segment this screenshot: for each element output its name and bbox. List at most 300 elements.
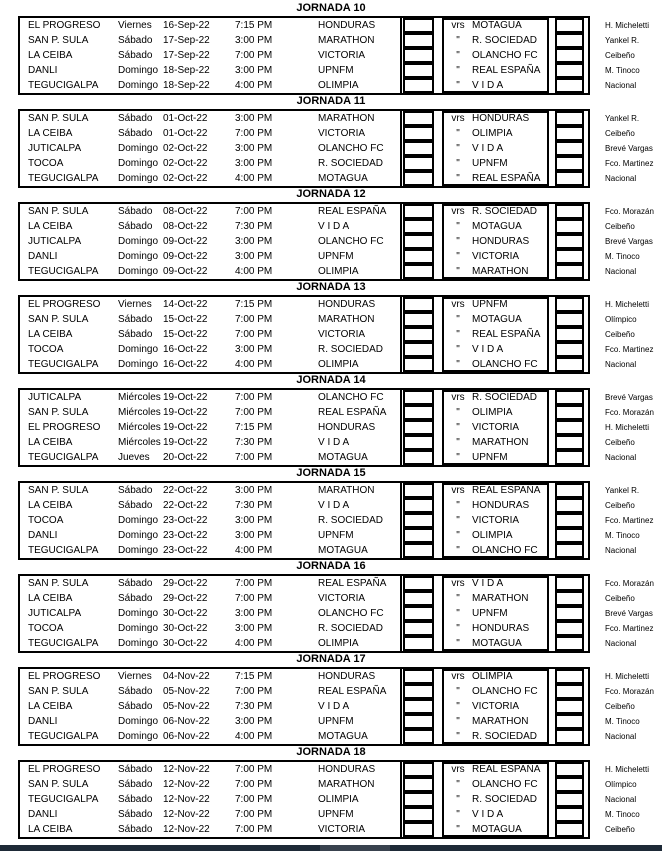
vrs-label: " bbox=[456, 530, 460, 541]
home-team-cell: OLANCHO FC bbox=[318, 392, 384, 403]
away-score-box bbox=[555, 234, 584, 249]
away-score-box bbox=[555, 141, 584, 156]
away-team-cell: OLANCHO FC bbox=[472, 545, 538, 556]
away-team-cell: OLIMPIA bbox=[472, 128, 513, 139]
day-cell: Domingo bbox=[118, 251, 159, 262]
home-score-box bbox=[403, 171, 434, 186]
venue-label: Nacional bbox=[605, 360, 637, 369]
venue-label: Yankel R. bbox=[605, 114, 640, 123]
day-cell: Sábado bbox=[118, 206, 153, 217]
city-cell: TEGUCIGALPA bbox=[28, 359, 99, 370]
away-team-cell: REAL ESPAÑA bbox=[472, 329, 541, 340]
day-cell: Sábado bbox=[118, 578, 153, 589]
away-score-box bbox=[555, 792, 584, 807]
city-cell: LA CEIBA bbox=[28, 221, 73, 232]
home-team-cell: VICTORIA bbox=[318, 50, 366, 61]
jornada-table bbox=[18, 760, 650, 839]
home-team-cell: HONDURAS bbox=[318, 422, 376, 433]
city-cell: TEGUCIGALPA bbox=[28, 173, 99, 184]
date-cell: 02-Oct-22 bbox=[163, 173, 208, 184]
vrs-label: " bbox=[456, 809, 460, 820]
venue-label: Nacional bbox=[605, 81, 637, 90]
venue-label: Brevé Vargas bbox=[605, 144, 653, 153]
away-score-box bbox=[555, 483, 584, 498]
time-cell: 7:00 PM bbox=[235, 392, 273, 403]
day-cell: Sábado bbox=[118, 35, 153, 46]
match-row bbox=[20, 126, 635, 141]
match-row bbox=[20, 822, 635, 837]
jornada-table bbox=[18, 295, 654, 374]
away-score-box bbox=[555, 777, 584, 792]
time-cell: 7:00 PM bbox=[235, 128, 273, 139]
away-score-box bbox=[555, 126, 584, 141]
day-cell: Domingo bbox=[118, 158, 159, 169]
time-cell: 7:00 PM bbox=[235, 50, 273, 61]
away-score-box bbox=[555, 48, 584, 63]
time-cell: 3:00 PM bbox=[235, 35, 273, 46]
date-cell: 01-Oct-22 bbox=[163, 113, 208, 124]
city-cell: LA CEIBA bbox=[28, 500, 73, 511]
away-score-box bbox=[555, 342, 584, 357]
home-score-box bbox=[403, 33, 434, 48]
date-cell: 17-Sep-22 bbox=[163, 35, 210, 46]
home-score-box bbox=[403, 357, 434, 372]
city-cell: SAN P. SULA bbox=[28, 206, 89, 217]
date-cell: 16-Oct-22 bbox=[163, 359, 208, 370]
day-cell: Sábado bbox=[118, 686, 153, 697]
time-cell: 7:30 PM bbox=[235, 701, 273, 712]
away-score-box bbox=[555, 171, 584, 186]
match-row bbox=[20, 807, 640, 822]
date-cell: 06-Nov-22 bbox=[163, 716, 210, 727]
home-score-box bbox=[403, 390, 434, 405]
home-team-cell: VICTORIA bbox=[318, 824, 366, 835]
home-score-box bbox=[403, 699, 434, 714]
vrs-label: " bbox=[456, 779, 460, 790]
venue-label: Fco. Martinez bbox=[605, 159, 654, 168]
home-score-box bbox=[403, 126, 434, 141]
time-cell: 4:00 PM bbox=[235, 638, 273, 649]
home-team-cell: OLIMPIA bbox=[318, 80, 359, 91]
home-score-box bbox=[403, 219, 434, 234]
date-cell: 06-Nov-22 bbox=[163, 731, 210, 742]
venue-label: Fco. Morazán bbox=[605, 207, 654, 216]
venue-label: Nacional bbox=[605, 639, 637, 648]
match-row bbox=[20, 420, 650, 435]
day-cell: Domingo bbox=[118, 638, 159, 649]
city-cell: LA CEIBA bbox=[28, 437, 73, 448]
away-team-cell: MARATHON bbox=[472, 437, 529, 448]
home-team-cell: MARATHON bbox=[318, 35, 375, 46]
home-score-box bbox=[403, 621, 434, 636]
home-team-cell: HONDURAS bbox=[318, 671, 376, 682]
match-row bbox=[20, 264, 637, 279]
city-cell: DANLI bbox=[28, 65, 58, 76]
date-cell: 15-Oct-22 bbox=[163, 314, 208, 325]
day-cell: Sábado bbox=[118, 221, 153, 232]
home-score-box bbox=[403, 111, 434, 126]
home-score-box bbox=[403, 264, 434, 279]
day-cell: Sábado bbox=[118, 50, 153, 61]
match-row bbox=[20, 249, 640, 264]
home-score-box bbox=[403, 327, 434, 342]
city-cell: SAN P. SULA bbox=[28, 485, 89, 496]
home-team-cell: V I D A bbox=[318, 437, 350, 448]
jornada-section bbox=[0, 746, 662, 839]
away-team-cell: OLANCHO FC bbox=[472, 779, 538, 790]
venue-label: Nacional bbox=[605, 267, 637, 276]
jornada-section bbox=[0, 374, 662, 467]
away-score-box bbox=[555, 729, 584, 744]
date-cell: 19-Oct-22 bbox=[163, 392, 208, 403]
city-cell: EL PROGRESO bbox=[28, 20, 101, 31]
city-cell: EL PROGRESO bbox=[28, 671, 101, 682]
home-team-cell: OLIMPIA bbox=[318, 638, 359, 649]
away-team-cell: OLANCHO FC bbox=[472, 50, 538, 61]
vrs-label: " bbox=[456, 251, 460, 262]
day-cell: Domingo bbox=[118, 344, 159, 355]
home-score-box bbox=[403, 498, 434, 513]
match-row bbox=[20, 357, 637, 372]
city-cell: SAN P. SULA bbox=[28, 113, 89, 124]
jornada-title: JORNADA 16 bbox=[296, 560, 366, 572]
jornada-title: JORNADA 14 bbox=[296, 374, 366, 386]
home-team-cell: R. SOCIEDAD bbox=[318, 515, 384, 526]
away-score-box bbox=[555, 606, 584, 621]
home-score-box bbox=[403, 78, 434, 93]
home-team-cell: VICTORIA bbox=[318, 329, 366, 340]
date-cell: 12-Nov-22 bbox=[163, 779, 210, 790]
home-team-cell: R. SOCIEDAD bbox=[318, 344, 384, 355]
time-cell: 7:30 PM bbox=[235, 500, 273, 511]
city-cell: LA CEIBA bbox=[28, 50, 73, 61]
home-score-box bbox=[403, 822, 434, 837]
city-cell: TEGUCIGALPA bbox=[28, 452, 99, 463]
date-cell: 15-Oct-22 bbox=[163, 329, 208, 340]
jornada-table bbox=[18, 109, 654, 188]
home-score-box bbox=[403, 63, 434, 78]
time-cell: 7:00 PM bbox=[235, 779, 273, 790]
home-score-box bbox=[403, 684, 434, 699]
time-cell: 4:00 PM bbox=[235, 80, 273, 91]
match-row bbox=[20, 111, 640, 126]
day-cell: Domingo bbox=[118, 143, 159, 154]
away-score-box bbox=[555, 219, 584, 234]
day-cell: Jueves bbox=[118, 452, 150, 463]
day-cell: Domingo bbox=[118, 530, 159, 541]
home-score-box bbox=[403, 777, 434, 792]
city-cell: SAN P. SULA bbox=[28, 35, 89, 46]
away-score-box bbox=[555, 714, 584, 729]
away-score-box bbox=[555, 33, 584, 48]
date-cell: 04-Nov-22 bbox=[163, 671, 210, 682]
time-cell: 7:30 PM bbox=[235, 437, 273, 448]
away-score-box bbox=[555, 513, 584, 528]
away-team-cell: MOTAGUA bbox=[472, 20, 522, 31]
home-team-cell: MARATHON bbox=[318, 314, 375, 325]
time-cell: 7:00 PM bbox=[235, 314, 273, 325]
match-row bbox=[20, 78, 637, 93]
city-cell: TEGUCIGALPA bbox=[28, 731, 99, 742]
day-cell: Sábado bbox=[118, 314, 153, 325]
day-cell: Domingo bbox=[118, 608, 159, 619]
venue-label: H. Micheletti bbox=[605, 423, 650, 432]
home-score-box bbox=[403, 420, 434, 435]
away-team-cell: V I D A bbox=[472, 809, 504, 820]
home-team-cell: OLANCHO FC bbox=[318, 143, 384, 154]
venue-label: Fco. Morazán bbox=[605, 408, 654, 417]
away-team-cell: R. SOCIEDAD bbox=[472, 731, 538, 742]
time-cell: 7:00 PM bbox=[235, 809, 273, 820]
away-score-box bbox=[555, 249, 584, 264]
venue-label: H. Micheletti bbox=[605, 300, 650, 309]
home-team-cell: V I D A bbox=[318, 701, 350, 712]
venue-label: Fco. Morazán bbox=[605, 687, 654, 696]
city-cell: TOCOA bbox=[28, 344, 64, 355]
jornada-section bbox=[0, 560, 662, 653]
date-cell: 19-Oct-22 bbox=[163, 437, 208, 448]
jornada-section bbox=[0, 95, 662, 188]
day-cell: Domingo bbox=[118, 173, 159, 184]
venue-label: Fco. Martinez bbox=[605, 624, 654, 633]
time-cell: 7:00 PM bbox=[235, 764, 273, 775]
vrs-label: " bbox=[456, 716, 460, 727]
home-team-cell: OLIMPIA bbox=[318, 794, 359, 805]
date-cell: 18-Sep-22 bbox=[163, 65, 210, 76]
home-team-cell: MARATHON bbox=[318, 113, 375, 124]
day-cell: Sábado bbox=[118, 779, 153, 790]
city-cell: SAN P. SULA bbox=[28, 686, 89, 697]
time-cell: 4:00 PM bbox=[235, 731, 273, 742]
time-cell: 3:00 PM bbox=[235, 65, 273, 76]
day-cell: Sábado bbox=[118, 113, 153, 124]
jornada-table bbox=[18, 574, 654, 653]
jornada-title: JORNADA 17 bbox=[296, 653, 366, 665]
away-score-box bbox=[555, 78, 584, 93]
time-cell: 7:15 PM bbox=[235, 20, 273, 31]
day-cell: Viernes bbox=[118, 299, 152, 310]
home-team-cell: HONDURAS bbox=[318, 764, 376, 775]
vrs-label: " bbox=[456, 701, 460, 712]
date-cell: 23-Oct-22 bbox=[163, 515, 208, 526]
date-cell: 22-Oct-22 bbox=[163, 500, 208, 511]
time-cell: 3:00 PM bbox=[235, 344, 273, 355]
vrs-label: vrs bbox=[451, 20, 465, 31]
time-cell: 4:00 PM bbox=[235, 545, 273, 556]
venue-label: Nacional bbox=[605, 546, 637, 555]
time-cell: 3:00 PM bbox=[235, 515, 273, 526]
vrs-label: " bbox=[456, 452, 460, 463]
away-score-box bbox=[555, 591, 584, 606]
date-cell: 14-Oct-22 bbox=[163, 299, 208, 310]
away-team-cell: MOTAGUA bbox=[472, 221, 522, 232]
match-row bbox=[20, 636, 637, 651]
vrs-label: " bbox=[456, 173, 460, 184]
date-cell: 18-Sep-22 bbox=[163, 80, 210, 91]
vrs-label: " bbox=[456, 824, 460, 835]
away-score-box bbox=[555, 669, 584, 684]
home-team-cell: V I D A bbox=[318, 500, 350, 511]
date-cell: 30-Oct-22 bbox=[163, 608, 208, 619]
home-score-box bbox=[403, 48, 434, 63]
away-score-box bbox=[555, 684, 584, 699]
away-team-cell: HONDURAS bbox=[472, 500, 530, 511]
away-score-box bbox=[555, 357, 584, 372]
day-cell: Sábado bbox=[118, 764, 153, 775]
day-cell: Domingo bbox=[118, 716, 159, 727]
away-team-cell: MOTAGUA bbox=[472, 824, 522, 835]
city-cell: TEGUCIGALPA bbox=[28, 80, 99, 91]
home-score-box bbox=[403, 312, 434, 327]
day-cell: Sábado bbox=[118, 500, 153, 511]
jornada-section bbox=[0, 467, 662, 560]
vrs-label: " bbox=[456, 437, 460, 448]
away-score-box bbox=[555, 405, 584, 420]
jornada-table bbox=[18, 481, 654, 560]
home-score-box bbox=[403, 576, 434, 591]
away-team-cell: VICTORIA bbox=[472, 251, 520, 262]
away-team-cell: V I D A bbox=[472, 80, 504, 91]
home-team-cell: UPNFM bbox=[318, 251, 354, 262]
day-cell: Sábado bbox=[118, 701, 153, 712]
vrs-label: " bbox=[456, 266, 460, 277]
city-cell: DANLI bbox=[28, 809, 58, 820]
day-cell: Miércoles bbox=[118, 392, 161, 403]
day-cell: Domingo bbox=[118, 515, 159, 526]
date-cell: 08-Oct-22 bbox=[163, 206, 208, 217]
date-cell: 29-Oct-22 bbox=[163, 593, 208, 604]
home-team-cell: HONDURAS bbox=[318, 20, 376, 31]
day-cell: Domingo bbox=[118, 359, 159, 370]
date-cell: 08-Oct-22 bbox=[163, 221, 208, 232]
home-team-cell: OLIMPIA bbox=[318, 266, 359, 277]
venue-label: Nacional bbox=[605, 732, 637, 741]
home-team-cell: MOTAGUA bbox=[318, 545, 368, 556]
away-team-cell: REAL ESPAÑA bbox=[472, 764, 541, 775]
away-score-box bbox=[555, 762, 584, 777]
away-team-cell: REAL ESPAÑA bbox=[472, 485, 541, 496]
date-cell: 30-Oct-22 bbox=[163, 623, 208, 634]
match-row bbox=[20, 513, 654, 528]
home-score-box bbox=[403, 18, 434, 33]
away-score-box bbox=[555, 297, 584, 312]
time-cell: 7:00 PM bbox=[235, 452, 273, 463]
home-score-box bbox=[403, 807, 434, 822]
match-row bbox=[20, 171, 637, 186]
day-cell: Sábado bbox=[118, 593, 153, 604]
time-cell: 4:00 PM bbox=[235, 266, 273, 277]
venue-label: Nacional bbox=[605, 453, 637, 462]
city-cell: EL PROGRESO bbox=[28, 764, 101, 775]
day-cell: Domingo bbox=[118, 80, 159, 91]
venue-label: Ceibeño bbox=[605, 594, 635, 603]
venue-label: Yankel R. bbox=[605, 36, 640, 45]
jornada-section bbox=[0, 281, 662, 374]
match-row bbox=[20, 777, 637, 792]
city-cell: DANLI bbox=[28, 716, 58, 727]
time-cell: 3:00 PM bbox=[235, 251, 273, 262]
match-row bbox=[20, 498, 635, 513]
venue-label: H. Micheletti bbox=[605, 21, 650, 30]
venue-label: Ceibeño bbox=[605, 438, 635, 447]
match-row bbox=[20, 543, 637, 558]
match-row bbox=[20, 327, 635, 342]
day-cell: Sábado bbox=[118, 824, 153, 835]
vrs-label: " bbox=[456, 128, 460, 139]
vrs-label: vrs bbox=[451, 113, 465, 124]
home-team-cell: MOTAGUA bbox=[318, 173, 368, 184]
date-cell: 09-Oct-22 bbox=[163, 236, 208, 247]
away-score-box bbox=[555, 312, 584, 327]
match-row bbox=[20, 528, 640, 543]
venue-label: Ceibeño bbox=[605, 702, 635, 711]
venue-label: Brevé Vargas bbox=[605, 609, 653, 618]
home-team-cell: VICTORIA bbox=[318, 593, 366, 604]
home-score-box bbox=[403, 249, 434, 264]
match-row bbox=[20, 669, 650, 684]
day-cell: Sábado bbox=[118, 128, 153, 139]
date-cell: 05-Nov-22 bbox=[163, 701, 210, 712]
jornada-title: JORNADA 11 bbox=[296, 95, 366, 107]
away-team-cell: VICTORIA bbox=[472, 701, 520, 712]
venue-label: Brevé Vargas bbox=[605, 237, 653, 246]
home-team-cell: OLANCHO FC bbox=[318, 236, 384, 247]
vrs-label: " bbox=[456, 407, 460, 418]
vrs-label: " bbox=[456, 314, 460, 325]
away-team-cell: VICTORIA bbox=[472, 515, 520, 526]
time-cell: 4:00 PM bbox=[235, 173, 273, 184]
away-team-cell: R. SOCIEDAD bbox=[472, 794, 538, 805]
away-team-cell: V I D A bbox=[472, 344, 504, 355]
vrs-label: " bbox=[456, 329, 460, 340]
city-cell: JUTICALPA bbox=[28, 608, 82, 619]
city-cell: DANLI bbox=[28, 530, 58, 541]
jornada-table bbox=[18, 16, 650, 95]
home-score-box bbox=[403, 669, 434, 684]
home-team-cell: MARATHON bbox=[318, 779, 375, 790]
vrs-label: " bbox=[456, 65, 460, 76]
vrs-label: vrs bbox=[451, 671, 465, 682]
date-cell: 09-Oct-22 bbox=[163, 251, 208, 262]
vrs-label: " bbox=[456, 545, 460, 556]
away-team-cell: MOTAGUA bbox=[472, 638, 522, 649]
match-row bbox=[20, 606, 653, 621]
date-cell: 20-Oct-22 bbox=[163, 452, 208, 463]
away-team-cell: MARATHON bbox=[472, 716, 529, 727]
time-cell: 7:00 PM bbox=[235, 407, 273, 418]
city-cell: TEGUCIGALPA bbox=[28, 794, 99, 805]
away-team-cell: HONDURAS bbox=[472, 236, 530, 247]
city-cell: SAN P. SULA bbox=[28, 314, 89, 325]
time-cell: 3:00 PM bbox=[235, 530, 273, 541]
date-cell: 02-Oct-22 bbox=[163, 158, 208, 169]
vrs-label: " bbox=[456, 80, 460, 91]
venue-label: Olímpico bbox=[605, 315, 637, 324]
time-cell: 7:00 PM bbox=[235, 578, 273, 589]
away-team-cell: VICTORIA bbox=[472, 422, 520, 433]
bottom-bar bbox=[0, 845, 662, 851]
day-cell: Miércoles bbox=[118, 437, 161, 448]
home-score-box bbox=[403, 483, 434, 498]
vrs-label: " bbox=[456, 158, 460, 169]
home-score-box bbox=[403, 528, 434, 543]
date-cell: 19-Oct-22 bbox=[163, 407, 208, 418]
vrs-label: " bbox=[456, 422, 460, 433]
away-team-cell: R. SOCIEDAD bbox=[472, 35, 538, 46]
home-team-cell: VICTORIA bbox=[318, 128, 366, 139]
time-cell: 3:00 PM bbox=[235, 608, 273, 619]
city-cell: TOCOA bbox=[28, 158, 64, 169]
